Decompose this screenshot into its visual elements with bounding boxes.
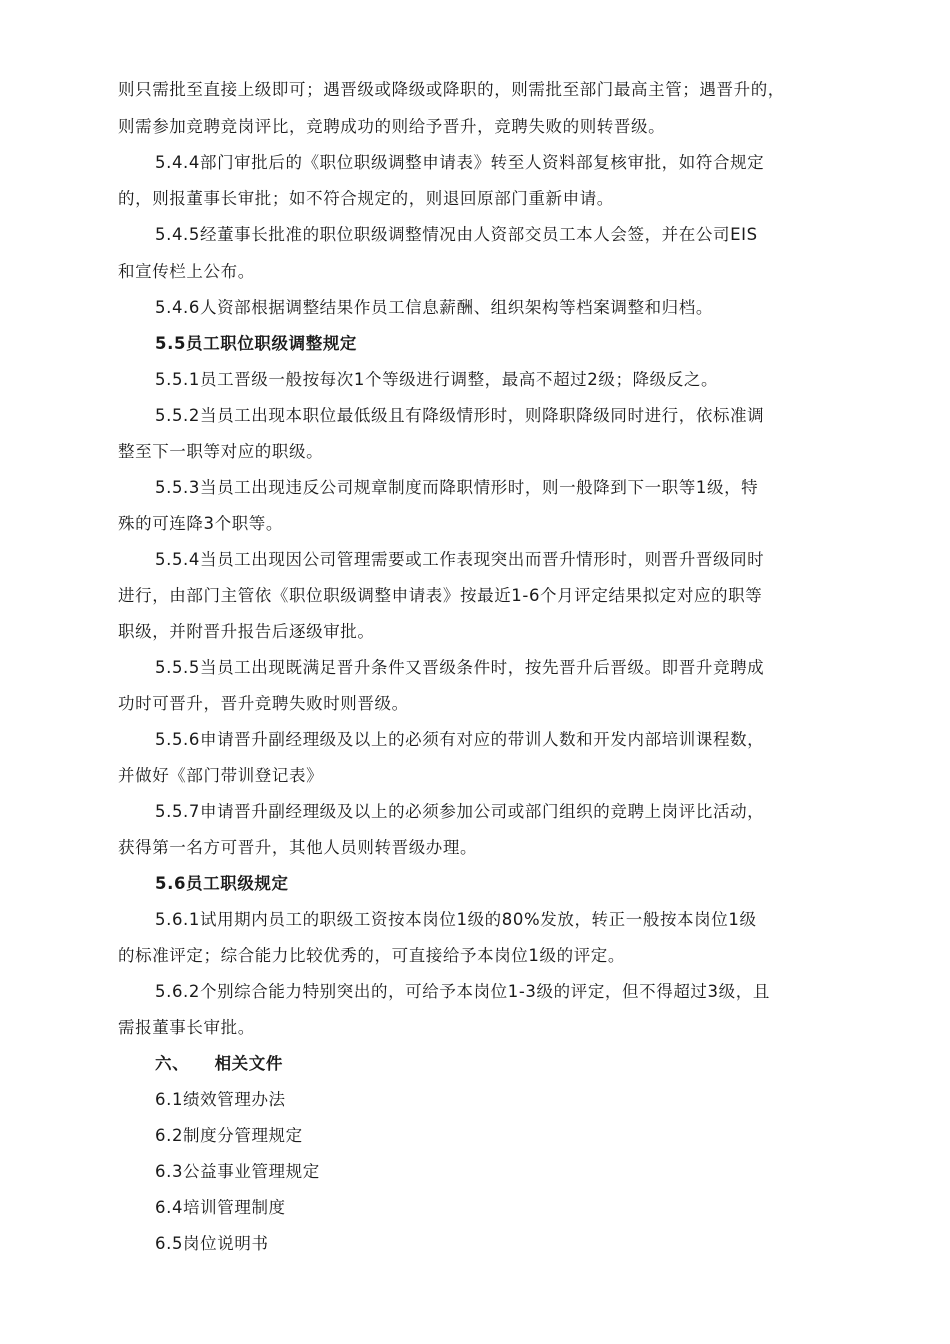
related-doc-item: 6.1绩效管理办法 — [155, 1090, 286, 1109]
body-text-line: 功时可晋升，晋升竞聘失败时则晋级。 — [118, 694, 409, 713]
body-text-line: 殊的可连降3个职等。 — [118, 514, 283, 533]
body-text-line: 则只需批至直接上级即可；遇晋级或降级或降职的，则需批至部门最高主管；遇晋升的， — [118, 80, 785, 99]
clause-5-5-4: 5.5.4当员工出现因公司管理需要或工作表现突出而晋升情形时，则晋升晋级同时 — [155, 550, 765, 569]
clause-5-4-6: 5.4.6人资部根据调整结果作员工信息薪酬、组织架构等档案调整和归档。 — [155, 298, 713, 317]
clause-5-5-3: 5.5.3当员工出现违反公司规章制度而降职情形时，则一般降到下一职等1级，特 — [155, 478, 759, 497]
clause-5-6-2: 5.6.2个别综合能力特别突出的，可给予本岗位1-3级的评定，但不得超过3级，且 — [155, 982, 770, 1001]
related-doc-item: 6.5岗位说明书 — [155, 1234, 269, 1253]
body-text-line: 并做好《部门带训登记表》 — [118, 766, 324, 785]
body-text-line: 则需参加竞聘竞岗评比，竞聘成功的则给予晋升，竞聘失败的则转晋级。 — [118, 117, 666, 136]
body-text-line: 需报董事长审批。 — [118, 1018, 255, 1037]
clause-5-5-2: 5.5.2当员工出现本职位最低级且有降级情形时，则降职降级同时进行，依标准调 — [155, 406, 765, 425]
section-heading-5-6: 5.6员工职级规定 — [155, 874, 289, 893]
related-doc-item: 6.2制度分管理规定 — [155, 1126, 303, 1145]
body-text-line: 的，则报董事长审批；如不符合规定的，则退回原部门重新申请。 — [118, 189, 614, 208]
body-text-line: 整至下一职等对应的职级。 — [118, 442, 324, 461]
body-text-line: 的标准评定；综合能力比较优秀的，可直接给予本岗位1级的评定。 — [118, 946, 625, 965]
clause-5-4-5: 5.4.5经董事长批准的职位职级调整情况由人资部交员工本人会签，并在公司EIS — [155, 225, 758, 244]
related-doc-item: 6.3公益事业管理规定 — [155, 1162, 320, 1181]
section-heading-5-5: 5.5员工职位职级调整规定 — [155, 334, 358, 353]
clause-5-4-4: 5.4.4部门审批后的《职位职级调整申请表》转至人资料部复核审批，如符合规定 — [155, 153, 765, 172]
body-text-line: 进行，由部门主管依《职位职级调整申请表》按最近1-6个月评定结果拟定对应的职等 — [118, 586, 763, 605]
clause-5-5-1: 5.5.1员工晋级一般按每次1个等级进行调整，最高不超过2级；降级反之。 — [155, 370, 719, 389]
body-text-line: 和宣传栏上公布。 — [118, 262, 255, 281]
clause-5-5-5: 5.5.5当员工出现既满足晋升条件又晋级条件时，按先晋升后晋级。即晋升竞聘成 — [155, 658, 765, 677]
clause-5-6-1: 5.6.1试用期内员工的职级工资按本岗位1级的80%发放，转正一般按本岗位1级 — [155, 910, 757, 929]
body-text-line: 获得第一名方可晋升，其他人员则转晋级办理。 — [118, 838, 478, 857]
clause-5-5-7: 5.5.7申请晋升副经理级及以上的必须参加公司或部门组织的竞聘上岗评比活动， — [155, 802, 765, 821]
related-doc-item: 6.4培训管理制度 — [155, 1198, 286, 1217]
chapter-heading-6: 六、 相关文件 — [155, 1054, 283, 1073]
body-text-line: 职级，并附晋升报告后逐级审批。 — [118, 622, 375, 641]
clause-5-5-6: 5.5.6申请晋升副经理级及以上的必须有对应的带训人数和开发内部培训课程数， — [155, 730, 765, 749]
